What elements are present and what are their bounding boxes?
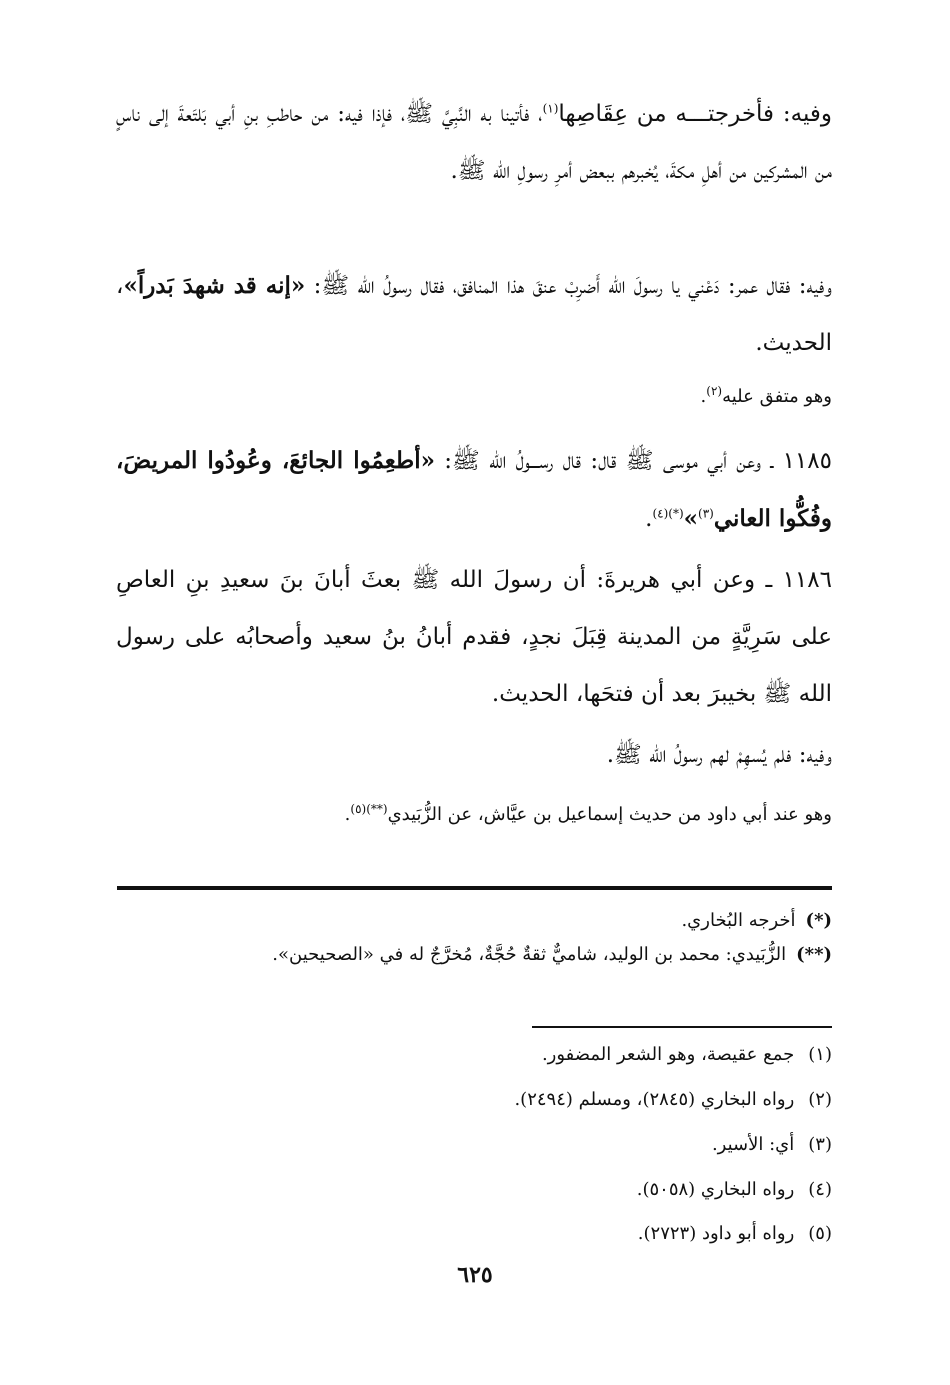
star-note-text: الزُّبَيدي: محمد بن الوليد، شاميٌّ ثقةٌ حُجَّةٌ، مُخرَّجٌ له في «الصحيحين». (272, 944, 787, 965)
paragraph-hatib-letter (116, 86, 832, 200)
footnote-number: (٤) (808, 1179, 832, 1200)
quote-close: » (683, 505, 699, 532)
paragraph-umar (116, 257, 832, 372)
paragraph-text: وفيه: فقال عمر: دَعْني يا رسولَ الله أَضرِبْ عنقَ هذا المنافق، فقال رسولُ الله ﷺ: (305, 273, 832, 299)
footnote-ref: (**)(٥) (350, 802, 388, 816)
footnote-text: أي: الأسير. (711, 1134, 795, 1155)
footnote-text: رواه البخاري (٢٨٤٥)، ومسلم (٢٤٩٤). (514, 1089, 795, 1110)
star-note-mark: (**) (796, 944, 832, 965)
punctuation: . (344, 804, 351, 825)
footnote-number: (٢) (808, 1089, 832, 1110)
hadith-quote: «إنه قد شهدَ بَدراً» (123, 272, 306, 299)
punctuation: . (645, 506, 653, 532)
footnote-number: (١) (808, 1044, 832, 1065)
footnote-ref: (*)(٤) (652, 506, 684, 521)
footnote-text: رواه أبو داود (٢٧٢٣). (637, 1223, 795, 1244)
paragraph-abu-dawud (116, 800, 832, 830)
star-note-mark: (*) (805, 910, 832, 931)
punctuation: . (700, 386, 707, 407)
footnote-text: رواه البخاري (٥٠٥٨). (636, 1179, 795, 1200)
paragraph-agreed (116, 382, 832, 412)
footnote-ref: (٢) (706, 384, 723, 398)
footnote (542, 1040, 832, 1070)
footnote-ref: (٣) (698, 506, 714, 521)
hadith-intro: ١١٨٥ ـ وعن أبي موسى ﷺ قال: قال رســـولُ الله ﷺ: (434, 448, 832, 474)
footnote (514, 1085, 832, 1115)
footnote-ref: (١) (542, 101, 559, 116)
hadith-quote: «أطعِمُوا الجائعَ، وعُودُوا المريضَ، وفُكُّوا العاني (116, 447, 832, 532)
page-number: ٦٢٥ (457, 1262, 493, 1288)
paragraph-text: ، فأتينا به النَّبِيَّ ﷺ، فإذا فيه: من حاطبِ بنِ أبي بَلتَعةَ إلى ناسٍ من المشركين من أهلِ مكةَ، يُخبرهم ببعض أمرِ رسولِ الله ﷺ. (116, 101, 832, 184)
paragraph-text: ، الحديث. (116, 273, 832, 356)
paragraph-text: وفيه: فأخرجتـــه من عِقَاصِها (558, 101, 832, 127)
star-note (116, 940, 832, 970)
paragraph-no-share (116, 727, 832, 784)
footnote (712, 1130, 832, 1160)
footnote (638, 1219, 832, 1249)
hadith-1186 (116, 552, 832, 723)
footnote-divider-thick (117, 886, 832, 890)
footnote-divider-thin (532, 1026, 832, 1028)
star-note (116, 906, 832, 936)
footnote-number: (٥) (808, 1223, 832, 1244)
footnote-number: (٣) (808, 1134, 832, 1155)
star-note-text: أخرجه البُخاري. (681, 910, 796, 931)
paragraph-text: ١١٨٦ ـ وعن أبي هريرةَ: أن رسولَ الله ﷺ بعثَ أبانَ بنَ سعيدِ بنِ العاصِ على سَرِيَّةٍ من المدينة قِبَلَ نجدٍ، فقدم أبانُ بنُ سعيد وأصحابُه على رسول الله ﷺ بخيبرَ بعد أن فتحَها، الحديث. (116, 567, 832, 707)
footnote (637, 1175, 832, 1205)
hadith-1185 (116, 432, 832, 548)
paragraph-text: وهو عند أبي داود من حديث إسماعيل بن عيَّاش، عن الزُّبَيدي (387, 804, 832, 825)
paragraph-text: وهو متفق عليه (722, 386, 832, 407)
footnote-text: جمع عقيصة، وهو الشعر المضفور. (541, 1044, 795, 1065)
paragraph-text: وفيه: فلم يُسهِمْ لهم رسولُ الله ﷺ. (606, 742, 832, 768)
